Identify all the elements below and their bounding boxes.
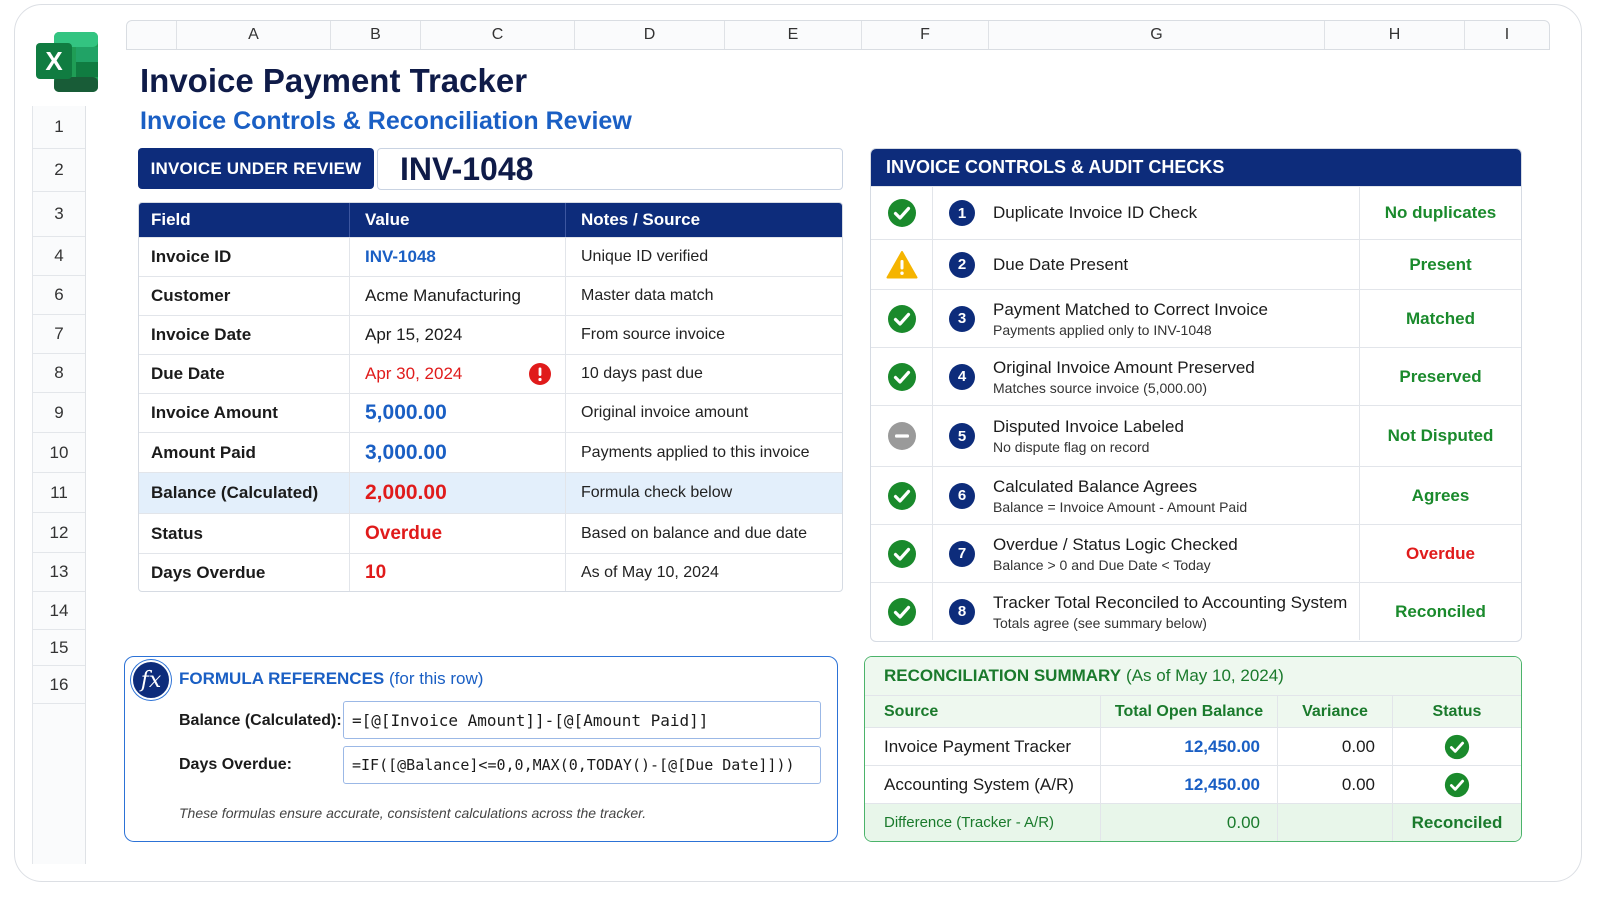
reconciliation-as-of: (As of May 10, 2024): [1126, 666, 1284, 685]
balance-cell: 12,450.00: [1101, 728, 1278, 765]
fx-icon: fx: [131, 660, 171, 700]
field-cell: Amount Paid: [139, 433, 350, 472]
check-circle-icon: [887, 597, 917, 627]
value-cell-days-overdue[interactable]: 10: [350, 554, 566, 591]
audit-check-row[interactable]: [871, 186, 1521, 239]
check-detail: Payments applied only to INV-1048: [993, 321, 1212, 338]
audit-check-row[interactable]: [871, 347, 1521, 405]
reconciliation-title-text: RECONCILIATION SUMMARY: [884, 666, 1122, 685]
row-header[interactable]: 6: [32, 276, 85, 315]
reconciliation-title: [865, 657, 1521, 695]
check-number-badge: 5: [949, 423, 975, 449]
row-header[interactable]: 8: [32, 354, 85, 393]
header-value: Value: [350, 203, 566, 237]
check-detail: Balance = Invoice Amount - Amount Paid: [993, 498, 1248, 515]
formula-references-title: [179, 669, 483, 689]
invoice-details-table: [138, 202, 843, 592]
column-header-h[interactable]: H: [1325, 21, 1465, 49]
invoice-under-review-field[interactable]: INV-1048: [377, 148, 843, 190]
row-header[interactable]: 16: [32, 666, 85, 704]
difference-label: Difference (Tracker - A/R): [865, 804, 1101, 841]
alert-circle-icon: [529, 363, 551, 385]
notes-cell: Master data match: [581, 287, 714, 304]
reconciliation-row[interactable]: [865, 727, 1521, 765]
audit-check-row[interactable]: [871, 582, 1521, 640]
check-title: Payment Matched to Correct Invoice: [993, 299, 1268, 319]
audit-check-row[interactable]: [871, 466, 1521, 524]
field-cell: Status: [139, 514, 350, 553]
table-row[interactable]: [139, 513, 842, 553]
difference-status: Reconciled: [1411, 812, 1503, 832]
column-header-d[interactable]: D: [575, 21, 725, 49]
check-detail: Totals agree (see summary below): [993, 614, 1207, 631]
reconciliation-header-row: [865, 695, 1521, 727]
audit-checks-title: INVOICE CONTROLS & AUDIT CHECKS: [871, 149, 1521, 186]
source-cell: Invoice Payment Tracker: [865, 728, 1101, 765]
column-header-i[interactable]: I: [1504, 26, 1510, 43]
row-header[interactable]: 2: [32, 149, 85, 192]
excel-logo-icon: [34, 30, 100, 94]
check-title: Due Date Present: [993, 254, 1129, 274]
value-cell-status[interactable]: Overdue: [350, 514, 566, 553]
notes-cell: Original invoice amount: [581, 404, 749, 421]
notes-cell: From source invoice: [581, 326, 726, 343]
value-cell-due-date[interactable]: [350, 355, 566, 393]
column-header-f[interactable]: F: [862, 21, 989, 49]
table-row[interactable]: [139, 276, 842, 315]
notes-cell: As of May 10, 2024: [581, 563, 719, 581]
value-cell-invoice-id[interactable]: INV-1048: [350, 238, 566, 276]
field-cell: Invoice Amount: [139, 394, 350, 432]
notes-cell: Based on balance and due date: [581, 524, 807, 542]
table-row[interactable]: [139, 237, 842, 276]
check-circle-icon: [887, 362, 917, 392]
field-cell: Balance (Calculated): [139, 473, 350, 513]
row-header[interactable]: 10: [32, 433, 85, 473]
row-header[interactable]: 14: [32, 592, 85, 630]
field-cell: Invoice ID: [139, 238, 350, 276]
check-circle-icon: [1444, 734, 1470, 760]
check-title: Calculated Balance Agrees: [993, 476, 1198, 496]
value-cell-invoice-date[interactable]: Apr 15, 2024: [350, 316, 566, 354]
reconciliation-total-row[interactable]: [865, 803, 1521, 841]
field-cell: Customer: [139, 277, 350, 315]
check-circle-icon: [1444, 772, 1470, 798]
value-cell-customer[interactable]: Acme Manufacturing: [350, 277, 566, 315]
value-cell-amount-paid[interactable]: 3,000.00: [350, 433, 566, 472]
field-cell: Days Overdue: [139, 554, 350, 591]
check-detail: No dispute flag on record: [993, 439, 1150, 455]
row-header[interactable]: 15: [32, 630, 85, 666]
check-title: Original Invoice Amount Preserved: [993, 357, 1255, 377]
days-formula-field[interactable]: =IF([@Balance]<=0,0,MAX(0,TODAY()-[@[Due Date]])): [343, 746, 821, 784]
table-row[interactable]: [139, 432, 842, 472]
header-total-open-balance: Total Open Balance: [1101, 696, 1278, 727]
notes-cell: Formula check below: [581, 484, 733, 501]
header-notes: Notes / Source: [581, 210, 701, 229]
audit-check-row[interactable]: [871, 289, 1521, 347]
difference-value: 0.00: [1101, 804, 1278, 841]
check-number-badge: 4: [949, 364, 975, 390]
check-number-badge: 7: [949, 541, 975, 567]
check-result: Matched: [1406, 308, 1475, 328]
field-cell: Due Date: [139, 355, 350, 393]
check-circle-icon: [887, 198, 917, 228]
check-result: Agrees: [1411, 485, 1470, 505]
invoice-under-review-label: INVOICE UNDER REVIEW: [138, 148, 374, 189]
column-header-g[interactable]: G: [989, 21, 1325, 49]
days-formula-label: Days Overdue:: [179, 756, 292, 773]
header-source: Source: [865, 696, 1101, 727]
formula-references-panel: [124, 656, 838, 842]
row-header[interactable]: 1: [32, 106, 85, 149]
check-circle-icon: [887, 481, 917, 511]
source-cell: Accounting System (A/R): [865, 766, 1101, 803]
row-header[interactable]: 11: [32, 473, 85, 513]
variance-cell: 0.00: [1278, 766, 1393, 803]
balance-cell: 12,450.00: [1101, 766, 1278, 803]
warning-triangle-icon: [886, 250, 918, 280]
page-title: Invoice Payment Tracker: [140, 62, 528, 99]
variance-cell: 0.00: [1278, 728, 1393, 765]
row-header-empty: [32, 704, 85, 864]
check-title: Overdue / Status Logic Checked: [993, 534, 1238, 554]
audit-checks-panel: [870, 148, 1522, 642]
notes-cell: Payments applied to this invoice: [581, 443, 810, 461]
formula-note: These formulas ensure accurate, consistent calculations across the tracker.: [179, 805, 647, 821]
check-title: Disputed Invoice Labeled: [993, 417, 1184, 436]
page-subtitle: Invoice Controls & Reconciliation Review: [140, 107, 632, 135]
formula-title-suffix: (for this row): [389, 669, 484, 688]
formula-title-text: FORMULA REFERENCES: [179, 669, 385, 688]
audit-check-row[interactable]: [871, 239, 1521, 289]
check-circle-icon: [887, 304, 917, 334]
check-title: Tracker Total Reconciled to Accounting System: [993, 592, 1348, 612]
column-header-c[interactable]: C: [421, 21, 575, 49]
balance-formula-field[interactable]: =[@[Invoice Amount]]-[@[Amount Paid]]: [343, 701, 821, 739]
column-header-a[interactable]: A: [177, 21, 331, 49]
check-result: Reconciled: [1395, 601, 1486, 621]
column-headers: [126, 20, 1550, 50]
check-result: No duplicates: [1384, 203, 1497, 222]
table-row[interactable]: [139, 553, 842, 591]
table-row[interactable]: [139, 315, 842, 354]
table-row[interactable]: [139, 354, 842, 393]
table-row-highlighted[interactable]: [139, 472, 842, 513]
row-headers: [32, 106, 86, 864]
row-header[interactable]: 4: [32, 237, 85, 276]
balance-formula-label: Balance (Calculated):: [179, 712, 342, 729]
audit-check-row[interactable]: [871, 524, 1521, 582]
minus-circle-icon: [887, 421, 917, 451]
audit-check-row[interactable]: [871, 405, 1521, 466]
check-number-badge: 1: [949, 200, 975, 226]
row-header[interactable]: 12: [32, 513, 85, 553]
check-detail: Matches source invoice (5,000.00): [993, 379, 1207, 396]
check-number-badge: 6: [949, 483, 975, 509]
value-cell-invoice-amount[interactable]: 5,000.00: [350, 394, 566, 432]
check-result: Not Disputed: [1387, 426, 1494, 445]
value-cell-balance[interactable]: 2,000.00: [350, 473, 566, 513]
column-header-corner: [127, 21, 177, 49]
table-row[interactable]: [139, 393, 842, 432]
notes-cell: 10 days past due: [581, 365, 703, 382]
check-number-badge: 8: [949, 599, 975, 625]
due-date-value: Apr 30, 2024: [365, 364, 463, 383]
header-variance: Variance: [1278, 696, 1393, 727]
check-number-badge: 2: [949, 252, 975, 278]
row-header[interactable]: 3: [32, 192, 85, 237]
column-header-b[interactable]: B: [331, 21, 421, 49]
row-header[interactable]: 13: [32, 553, 85, 592]
excel-logo-letter: X: [45, 46, 63, 76]
check-result: Overdue: [1406, 543, 1475, 563]
table-header-row: [139, 203, 842, 237]
header-status: Status: [1432, 702, 1482, 720]
check-result: Preserved: [1399, 366, 1482, 386]
reconciliation-summary-panel: [864, 656, 1522, 842]
check-number-badge: 3: [949, 306, 975, 332]
row-header[interactable]: 9: [32, 393, 85, 433]
notes-cell: Unique ID verified: [581, 248, 709, 265]
row-header[interactable]: 7: [32, 315, 85, 354]
column-header-e[interactable]: E: [725, 21, 862, 49]
header-field: Field: [139, 203, 350, 237]
check-title: Duplicate Invoice ID Check: [993, 203, 1198, 222]
check-circle-icon: [887, 539, 917, 569]
field-cell: Invoice Date: [139, 316, 350, 354]
reconciliation-row[interactable]: [865, 765, 1521, 803]
check-detail: Balance > 0 and Due Date < Today: [993, 556, 1211, 573]
difference-variance-empty: [1278, 804, 1393, 841]
check-result: Present: [1409, 254, 1472, 274]
